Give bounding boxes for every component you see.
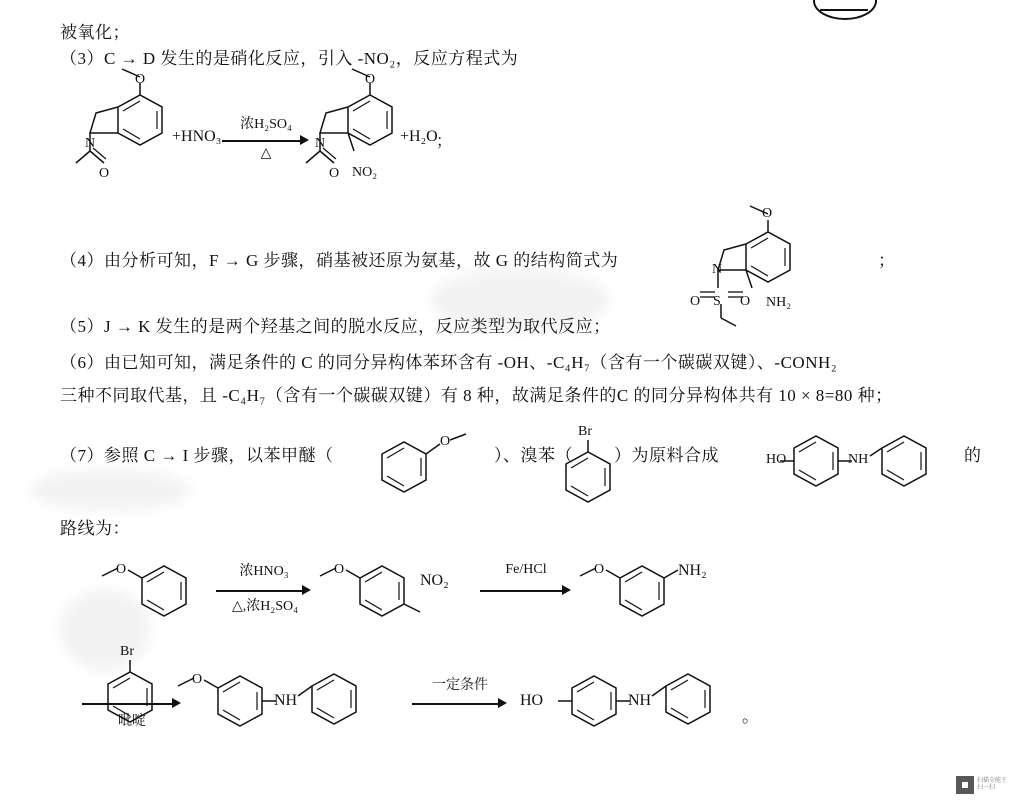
inline-product-ho-label: HO: [766, 452, 787, 467]
watermark-text: [977, 778, 1007, 792]
route-anisole-o-label: O: [116, 562, 127, 577]
reactant-n-label: N: [85, 136, 96, 151]
structure-G: [706, 214, 846, 344]
route-arrow-3: [82, 698, 182, 710]
route-methoxydiphenylamine-o-label: O: [192, 672, 203, 687]
paragraph-line-6a: （6）由已知可知，满足条件的 C 的同分异构体苯环含有 -OH、-C₄H₇（含有一个碳碳双键）、-CONH₂: [60, 353, 838, 372]
route-arrow-3-bottom-label: 吡啶: [118, 714, 146, 729]
reactant-methoxy-o-label: O: [135, 72, 146, 87]
structure-G-o-right-label: O: [740, 294, 751, 309]
route-end-punct: 。: [742, 707, 760, 726]
inline-bromobenzene-br-label: Br: [578, 424, 592, 439]
paragraph-line-7c: ）为原料合成: [614, 446, 719, 465]
route-arrow-1-top-label: 浓HNO₃: [239, 564, 289, 579]
top-ellipse-line: [816, 4, 876, 24]
scheme-3-end-punct: ；: [436, 133, 453, 150]
product-acetyl-o-label: O: [329, 166, 340, 181]
inline-anisole-structure: [362, 432, 482, 502]
route-final-product-ho-label: HO: [520, 692, 544, 709]
reagent-hno3-label: +HNO₃: [172, 128, 222, 145]
structure-G-s-label: S: [713, 294, 721, 309]
route-nitroanisole-o-label: O: [334, 562, 345, 577]
watermark-line-2: 扫一扫: [976, 785, 995, 791]
inline-product-nh-label: NH: [848, 452, 869, 467]
product-nitro-label: NO₂: [352, 165, 378, 180]
reaction-arrow-1-top-label: 浓H₂SO₄: [240, 117, 292, 132]
qr-code-icon: [956, 776, 974, 794]
watermark-line-1: 扫描全能王: [976, 778, 1007, 785]
route-nitroanisole-no2-label: NO₂: [420, 572, 449, 589]
route-methoxydiphenylamine-nh-label: NH: [274, 692, 298, 709]
route-anisidine-o-label: O: [594, 562, 605, 577]
route-final-product-nh-label: NH: [628, 692, 652, 709]
paragraph-line-5: （5）J → K 发生的是两个羟基之间的脱水反应，反应类型为取代反应；: [60, 317, 611, 336]
paragraph-line-3: （3）C → D 发生的是硝化反应，引入 -NO₂，反应方程式为: [60, 49, 519, 68]
structure-G-o-left-label: O: [690, 294, 701, 309]
product-methoxy-o-label: O: [365, 72, 376, 87]
route-arrow-4-top-label: 一定条件: [432, 678, 488, 693]
route-bromobenzene-br-label: Br: [120, 644, 134, 659]
product-n-label: N: [315, 136, 326, 151]
paragraph-line-7b: ）、溴苯（: [494, 446, 573, 465]
byproduct-water-label: +H₂O: [400, 128, 438, 145]
scan-watermark: [956, 776, 1007, 794]
paragraph-line-6b: 三种不同取代基，且 -C₄H₇（含有一个碳碳双键）有 8 种，故满足条件的C 的同分异构体共有 10 × 8=80 种；: [60, 386, 893, 405]
route-arrow-2-top-label: Fe/HCl: [505, 562, 547, 577]
route-arrow-4: [412, 698, 508, 710]
paragraph-line-4: （4）由分析可知，F → G 步骤，硝基被还原为氨基，故 G 的结构简式为: [60, 251, 619, 270]
structure-G-n-label: N: [712, 262, 723, 277]
paragraph-line-1: 被氧化；: [60, 23, 130, 42]
structure-G-methoxy-o-label: O: [762, 206, 773, 221]
line-4-end-punct: ；: [878, 251, 896, 270]
route-arrow-1-bottom-label: △,浓H₂SO₄: [231, 599, 299, 614]
paragraph-line-7d: 的: [964, 446, 982, 465]
inline-anisole-o-label: O: [440, 434, 451, 449]
route-anisidine-nh2-label: NH₂: [678, 562, 707, 579]
structure-G-nh2-label: NH₂: [766, 295, 792, 310]
paragraph-line-7a: （7）参照 C → I 步骤，以苯甲醚（: [60, 446, 334, 465]
scan-smudge: [30, 470, 190, 510]
paragraph-line-8: 路线为：: [60, 519, 130, 538]
route-arrow-2: [480, 585, 572, 597]
reaction-arrow-1-bottom-label: △: [260, 146, 272, 161]
reactant-acetyl-o-label: O: [99, 166, 110, 181]
